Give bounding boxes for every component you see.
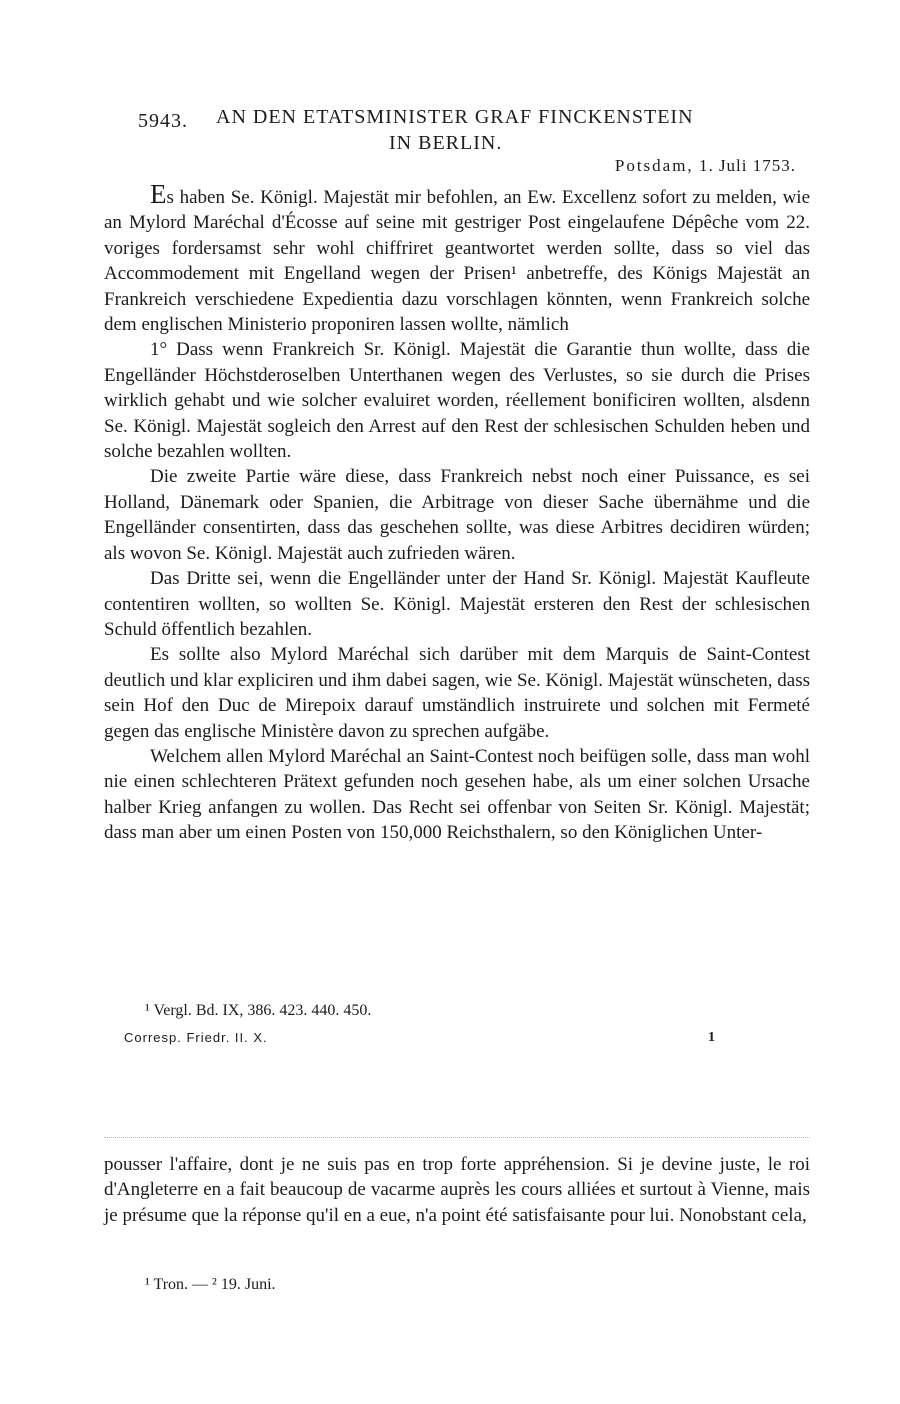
dateline [615, 156, 796, 176]
letter-title-line2: IN BERLIN. [389, 132, 503, 154]
footnote: ¹ Vergl. Bd. IX, 386. 423. 440. 450. [145, 1002, 372, 1019]
page-cut-divider [104, 1137, 810, 1142]
dateline-date: 1. Juli 1753. [698, 156, 796, 175]
footnote-fragment: ¹ Tron. — ² 19. Juni. [145, 1276, 276, 1293]
drop-cap: E [150, 179, 167, 209]
paragraph-6: Welchem allen Mylord Maréchal an Saint-Contest noch beifügen solle, dass man wohl nie einen schlechteren Prätext gefunden noch gesehen habe, als um einer solchen Ursache halber Krieg anfangen zu wollen. Das Recht sei offenbar von Seiten Sr. Königl. Majestät; dass man aber um einen Posten von 150,000 Reichsthalern, so den Königlichen Unter- [104, 745, 810, 844]
fragment-paragraph: pousser l'affaire, dont je ne suis pas en trop forte appréhension. Si je devine juste, le roi d'Angleterre en a fait beaucoup de vacarme auprès les cours alliées et surtout à Vienne, mais je présume que la réponse qu'il en a eue, n'a point été satisfaisante pour lui. Nonobstant cela, [104, 1154, 810, 1226]
paragraph-1 [104, 181, 810, 337]
letter-body [104, 181, 810, 846]
letter-number: 5943. [138, 110, 188, 132]
dateline-place: Potsdam, [614, 156, 694, 175]
paragraph-1-text: s haben Se. Königl. Majestät mir befohlen, an Ew. Excellenz sofort zu melden, wie an Mylord Maréchal d'Écosse auf seine mit gestriger Post eingelaufene Dépêche vom 22. voriges fordersamst sehr wohl chiffriret geantwortet werden sollte, dass so viel das Accommodement mit Engelland wegen der Prisen¹ anbetreffe, des Königs Majestät an Frankreich verschiedene Expedientia dazu vorschlagen könnten, wenn Frankreich solche dem englischen Ministerio proponiren lassen wollte, nämlich [104, 187, 810, 336]
paragraph-5: Es sollte also Mylord Maréchal sich darüber mit dem Marquis de Saint-Contest deutlich und klar expliciren und ihm dabei sagen, wie Se. Königl. Majestät wünscheten, dass sein Hof den Duc de Mirepoix darauf umständlich instruirete und solchen mit Fermeté gegen das englische Ministère davon zu sprechen aufgäbe. [104, 644, 810, 742]
paragraph-2: 1° Dass wenn Frankreich Sr. Königl. Majestät die Garantie thun wollte, dass die Engelländer Höchstderoselben Unterthanen wegen des Verlustes, so sie durch die Prises wirklich gehabt und wie solcher evaluiret worden, réellement bonificiren wollten, alsdenn Se. Königl. Majestät sogleich den Arrest auf den Rest der schlesischen Schulden heben und solche bezahlen wollten. [104, 339, 810, 463]
page-number: 1 [708, 1030, 715, 1045]
letter-title-line1: AN DEN ETATSMINISTER GRAF FINCKENSTEIN [216, 106, 694, 128]
paragraph-3: Die zweite Partie wäre diese, dass Frankreich nebst noch einer Puissance, es sei Holland, Dänemark oder Spanien, die Arbitrage von dieser Sache übernähme und die Engelländer consentirten, dass das geschehen sollte, was diese Arbitres decidiren würden; als wovon Se. Königl. Majestät auch zufrieden wären. [104, 466, 810, 564]
paragraph-4: Das Dritte sei, wenn die Engelländer unter der Hand Sr. Königl. Majestät Kaufleute contentiren wollten, so wollten Se. Königl. Majestät ersteren den Rest der schlesischen Schuld öffentlich bezahlen. [104, 568, 810, 640]
signature-mark: Corresp. Friedr. II. X. [124, 1030, 268, 1045]
next-page-fragment [104, 1152, 810, 1228]
